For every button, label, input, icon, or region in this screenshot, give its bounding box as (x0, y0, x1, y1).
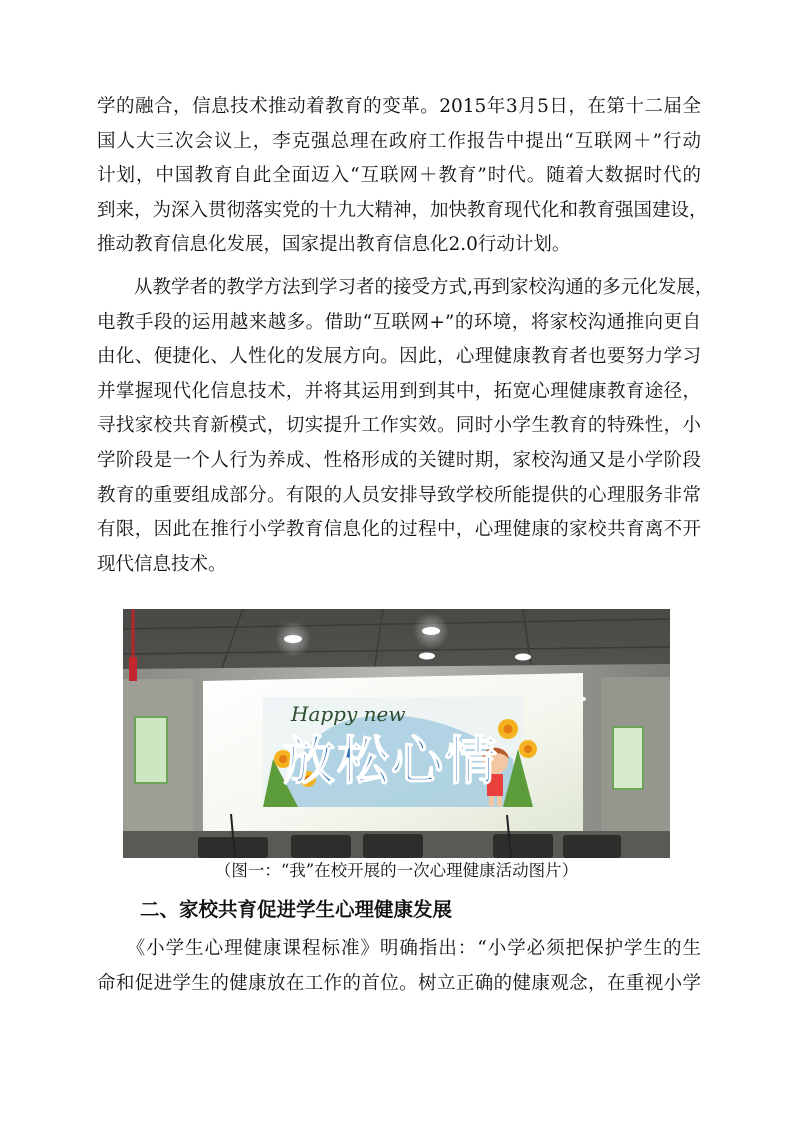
text-line: 并掌握现代化信息技术，并将其运用到到其中，拓宽心理健康教育途径， (97, 380, 701, 402)
body-paragraph-3 (97, 932, 701, 1001)
text-line: 计划，中国教育自此全面迈入“互联网＋教育”时代。随着大数据时代的 (97, 165, 701, 187)
figure-caption: （图一：“我”在校开展的一次心理健康活动图片） (214, 861, 579, 880)
text-line: 《小学生心理健康课程标准》明确指出：“小学必须把保护学生的生 (97, 938, 701, 959)
activity-photo (123, 609, 670, 858)
screen-script-text: Happy new (291, 702, 406, 726)
text-line: 到来，为深入贯彻落实党的十九大精神，加快教育现代化和教育强国建设， (97, 199, 708, 221)
body-paragraph-2 (97, 271, 714, 582)
text-line: 现代信息技术。 (97, 553, 227, 575)
text-line: 学的融合，信息技术推动着教育的变革。2015年3月5日，在第十二届全 (97, 96, 701, 117)
text-line: 教育的重要组成部分。有限的人员安排导致学校所能提供的心理服务非常 (97, 484, 701, 506)
text-line: 推动教育信息化发展，国家提出教育信息化2.0行动计划。 (97, 234, 571, 256)
text-line: 有限，因此在推行小学教育信息化的过程中，心理健康的家校共育离不开 (97, 519, 701, 541)
text-line: 从教学者的教学方法到学习者的接受方式,再到家校沟通的多元化发展， (97, 277, 714, 298)
section-heading: 二、家校共育促进学生心理健康发展 (140, 898, 453, 921)
body-paragraph-1 (97, 90, 708, 263)
text-line: 由化、便捷化、人性化的发展方向。因此，心理健康教育者也要努力学习 (97, 346, 701, 368)
text-line: 命和促进学生的健康放在工作的首位。树立正确的健康观念，在重视小学 (97, 972, 701, 994)
text-line: 国人大三次会议上，李克强总理在政府工作报告中提出“互联网＋”行动 (97, 130, 701, 152)
screen-title-text: 放松心情 (283, 732, 500, 792)
text-line: 电教手段的运用越来越多。借助“互联网+”的环境，将家校沟通推向更自 (97, 311, 701, 333)
text-line: 寻找家校共育新模式，切实提升工作实效。同时小学生教育的特殊性，小 (97, 415, 701, 437)
text-line: 学阶段是一个人行为养成、性格形成的关键时期，家校沟通又是小学阶段 (97, 449, 701, 471)
